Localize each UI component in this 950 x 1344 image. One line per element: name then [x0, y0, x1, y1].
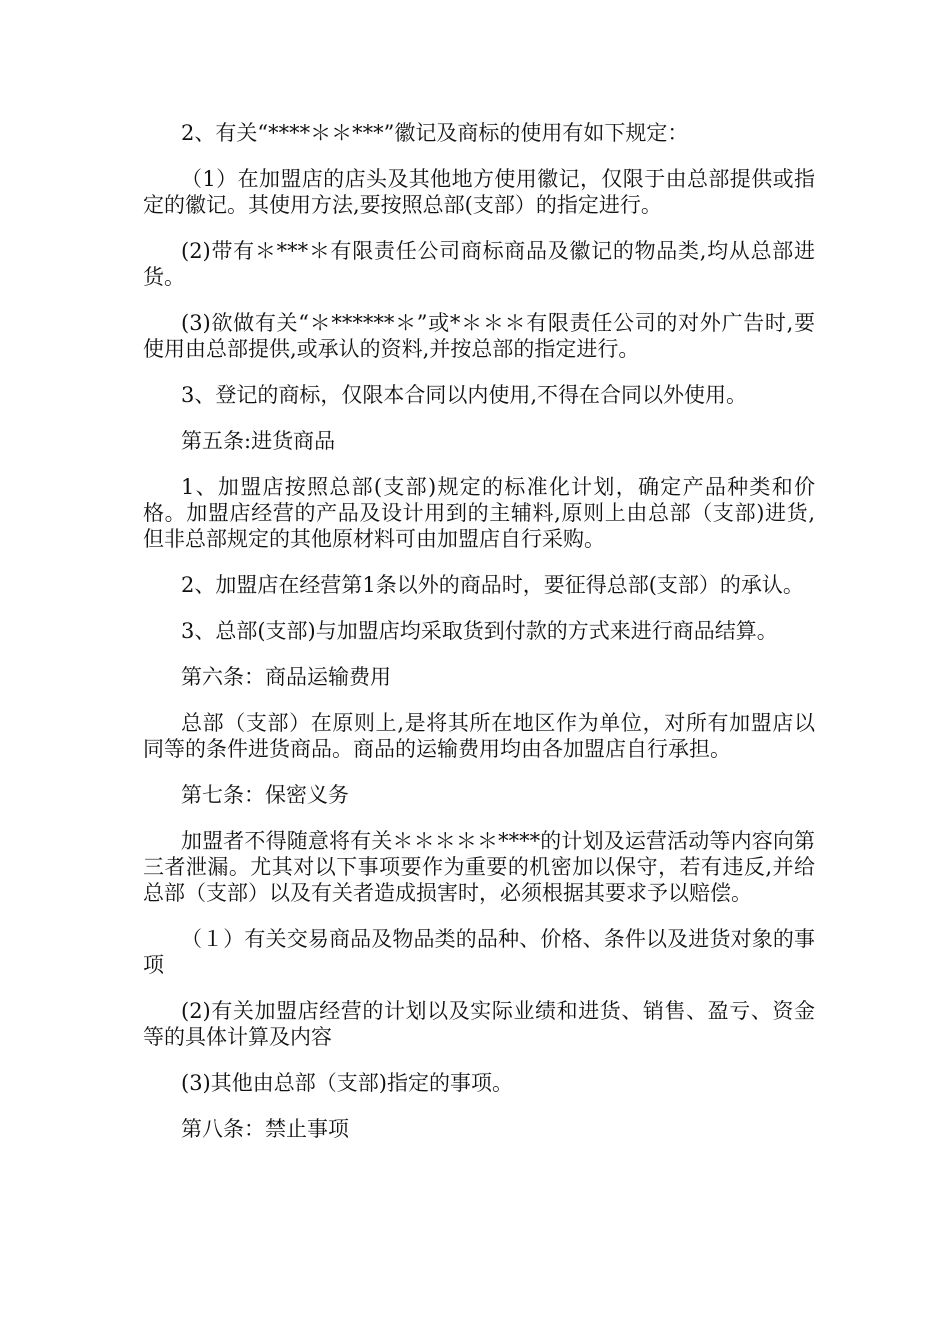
paragraph-purchase-2: 2、加盟店在经营第1条以外的商品时，要征得总部(支部）的承认。 [181, 573, 804, 597]
document-body [143, 120, 815, 1162]
paragraph-trademark-scope: 3、登记的商标，仅限本合同以内使用,不得在合同以外使用。 [181, 383, 748, 407]
section-heading-7: 第七条：保密义务 [181, 783, 349, 807]
paragraph-logo-rules: 2、有关“****＊＊***”徽记及商标的使用有如下规定： [181, 121, 689, 145]
paragraph-confidentiality: 加盟者不得随意将有关＊＊＊＊＊****的计划及运营活动等内容向第三者泄漏。尤其对以下事项要作为重要的机密加以保守，若有违反,并给总部（支部）以及有关者造成损害时，必须根据其要求予以赔偿。 [143, 829, 815, 905]
paragraph-confidential-item-2: (2)有关加盟店经营的计划以及实际业绩和进货、销售、盈亏、资金等的具体计算及内容 [143, 999, 815, 1049]
paragraph-purchase-1: 1、加盟店按照总部(支部)规定的标准化计划，确定产品种类和价格。加盟店经营的产品及设计用到的主辅料,原则上由总部（支部)进货,但非总部规定的其他原材料可由加盟店自行采购。 [143, 475, 815, 551]
paragraph-shipping: 总部（支部）在原则上,是将其所在地区作为单位，对所有加盟店以同等的条件进货商品。商品的运输费用均由各加盟店自行承担。 [143, 711, 815, 761]
paragraph-logo-rule-2: (2)带有＊***＊有限责任公司商标商品及徽记的物品类,均从总部进货。 [143, 239, 815, 289]
section-heading-6: 第六条：商品运输费用 [181, 665, 391, 689]
section-heading-5: 第五条:进货商品 [181, 429, 336, 453]
paragraph-logo-rule-1: （1）在加盟店的店头及其他地方使用徽记，仅限于由总部提供或指定的徽记。其使用方法,要按照总部(支部）的指定进行。 [143, 167, 815, 217]
paragraph-confidential-item-3: (3)其他由总部（支部)指定的事项。 [181, 1071, 513, 1095]
paragraph-confidential-item-1: （１）有关交易商品及物品类的品种、价格、条件以及进货对象的事项 [143, 927, 815, 977]
section-heading-8: 第八条：禁止事项 [181, 1117, 349, 1141]
paragraph-purchase-3: 3、总部(支部)与加盟店均采取货到付款的方式来进行商品结算。 [181, 619, 778, 643]
paragraph-logo-rule-3: (3)欲做有关“＊******＊”或*＊＊＊有限责任公司的对外广告时,要使用由总部提供,或承认的资料,并按总部的指定进行。 [143, 311, 815, 361]
